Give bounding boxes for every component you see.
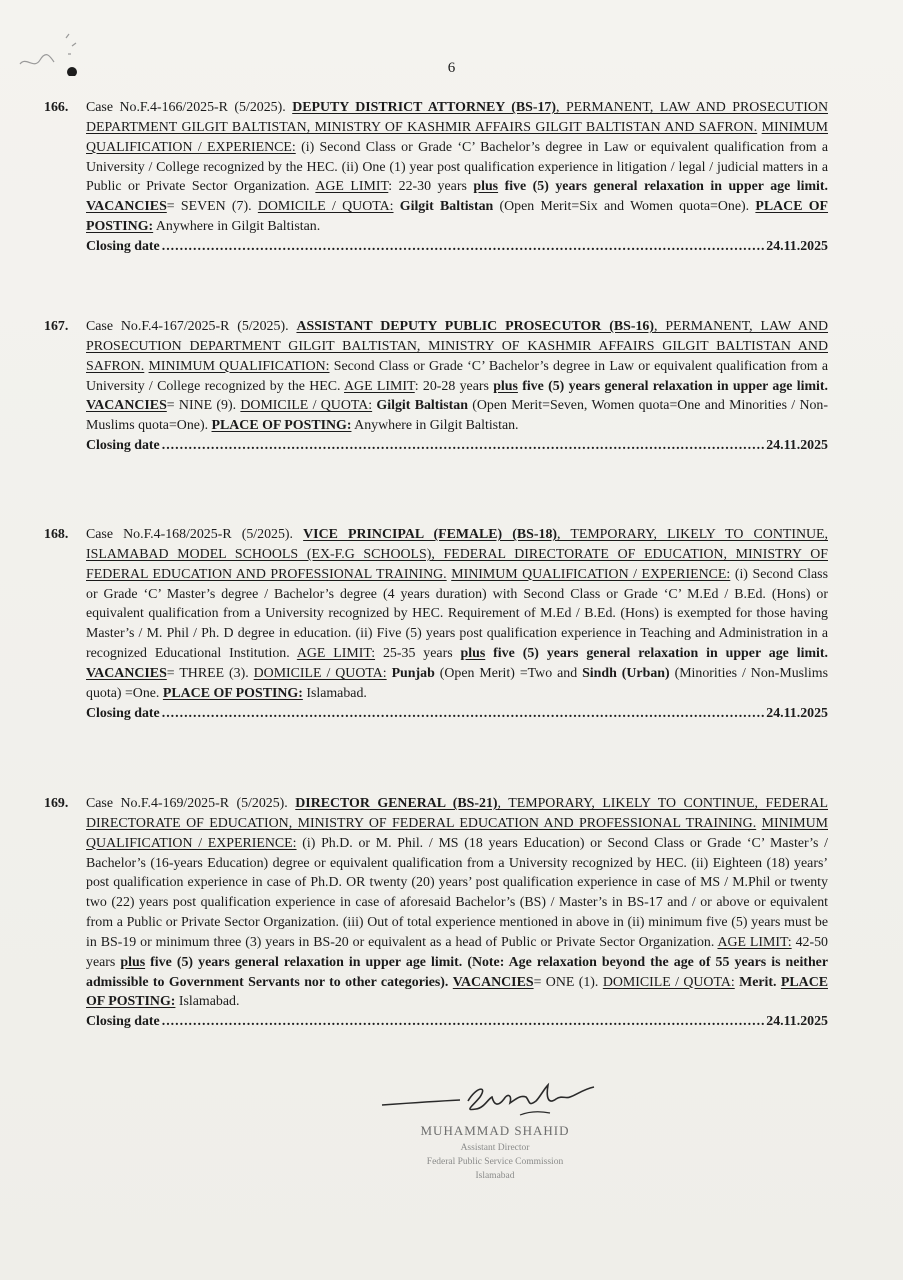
relaxation-text: five (5) years general relaxation in upper age limit. (Note: Age relaxation beyond the age of 55 years is neither admissible to Government Servants nor to other categories). (86, 954, 828, 990)
vacancies-label: VACANCIES (86, 199, 167, 215)
closing-date: 24.11.2025 (766, 705, 828, 721)
post-title: VICE PRINCIPAL (FEMALE) (BS-18) (303, 527, 558, 542)
qualification-text: (i) Ph.D. or M. Phil. / MS (18 years Education) or Second Class or Grade ‘C’ Master’s / Bachelor’s (16-years Education) degree or equivalent qualification from a University recognized by HEC. (ii) Eighteen (18) years’ post qualification experience in case of Ph.D. OR twenty (20) years’ post qualification experience in case of MS / M.Phil or twenty two (22) years post qualification experience in case of aforesaid Bachelor’s (BS) / Master’s in BS-17 and / or above or equivalent from a Public or Private Sector Organization. (iii) Out of total experience mentioned in above in (ii) minimum five (5) years must be in BS-19 or minimum three (3) years in BS-20 or equivalent as a head of Public or Private Sector Organization. (86, 835, 828, 950)
entry-number: 168. (44, 527, 69, 542)
closing-date-row (86, 237, 828, 257)
age-limit-text: : 22-30 years (388, 179, 474, 195)
leader-dots (162, 436, 765, 456)
plus-text: plus (493, 378, 518, 394)
vacancies-label: VACANCIES (86, 665, 167, 681)
domicile-label: DOMICILE / QUOTA: (253, 665, 387, 681)
domicile-label: DOMICILE / QUOTA: (240, 398, 373, 414)
qualification-text: (i) Second Class or Grade ‘C’ Master’s degree / Bachelor’s degree (4 years duration) with Second Class or Grade ‘C’ M.Ed / B.Ed. (Hons) or equivalent qualification from a University recognized by HEC. Requirement of M.Ed / B.Ed. (Hons) is exempted for those having Master’s / M. Phil / Ph. D degree in education. (ii) Five (5) years post qualification experience in Teaching and Administration in a recognized Educational Institution. (86, 566, 828, 662)
domicile-label: DOMICILE / QUOTA: (602, 974, 735, 990)
qualification-label: MINIMUM QUALIFICATION / EXPERIENCE: (86, 119, 828, 155)
vacancies-label: VACANCIES (86, 398, 167, 414)
vacancy-entry-168 (44, 525, 828, 723)
post-title: DIRECTOR GENERAL (BS-21) (295, 796, 498, 811)
entry-number: 169. (44, 796, 69, 811)
post-title: ASSISTANT DEPUTY PUBLIC PROSECUTOR (BS-16) (296, 319, 654, 334)
post-title: DEPUTY DISTRICT ATTORNEY (BS-17) (292, 100, 557, 115)
signatory-designation: Assistant Director (460, 1143, 530, 1153)
qualification-text: Second Class or Grade ‘C’ Bachelor’s degree in Law or equivalent qualification from a University / College recognized by the HEC. (86, 358, 828, 394)
place-label: PLACE OF POSTING: (86, 974, 828, 1010)
plus-text: plus (473, 179, 499, 195)
vacancy-entry-169 (44, 794, 828, 1032)
place-text: Islamabad. (175, 994, 240, 1010)
signature-block (360, 1075, 630, 1195)
case-number: Case No.F.4-169/2025-R (5/2025). (86, 796, 288, 811)
vacancies-text: = NINE (9). (166, 398, 241, 414)
entry-number: 167. (44, 319, 69, 334)
vacancies-text: = THREE (3). (166, 665, 254, 681)
vacancies-text: = SEVEN (7). (166, 199, 258, 215)
closing-date-label: Closing date (86, 1014, 160, 1030)
entry-body (86, 525, 828, 704)
entry-body (86, 98, 828, 237)
domicile-text: (Open Merit=Seven, Women quota=One and Minorities / Non-Muslims quota=One). (86, 398, 829, 434)
handwritten-signature (380, 1075, 610, 1121)
qualification-label: MINIMUM QUALIFICATION / EXPERIENCE: (86, 815, 828, 851)
closing-date-label: Closing date (86, 438, 160, 454)
qualification-label: MINIMUM QUALIFICATION / EXPERIENCE: (451, 566, 731, 582)
department: , PERMANENT, LAW AND PROSECUTION DEPARTMENT GILGIT BALTISTAN, MINISTRY OF KASHMIR AFFAIRS GILGIT BALTISTAN AND SAFRON. (86, 319, 829, 374)
closing-date: 24.11.2025 (766, 238, 828, 254)
domicile-bold: Punjab (386, 665, 435, 681)
domicile-text-2: (Minorities / Non-Muslims quota) =One. (86, 665, 828, 701)
qualification-label: MINIMUM QUALIFICATION: (148, 358, 330, 374)
closing-date-row (86, 704, 828, 724)
closing-date: 24.11.2025 (766, 438, 828, 454)
qualification-text: (i) Second Class or Grade ‘C’ Bachelor’s degree in Law or equivalent qualification from a University / College recognized by the HEC. (ii) One (1) year post qualification experience in litigation / legal / judicial matters in a Public or Private Sector Organization. (86, 139, 828, 195)
age-limit-text: : 20-28 years (414, 378, 494, 394)
plus-text: plus (120, 954, 146, 970)
domicile-text: (Open Merit) =Two and (434, 665, 583, 681)
age-limit-label: AGE LIMIT (315, 179, 389, 195)
signatory-city: Islamabad (475, 1171, 515, 1181)
leader-dots (162, 704, 765, 724)
place-text: Islamabad. (302, 685, 367, 701)
place-label: PLACE OF POSTING: (211, 418, 352, 434)
domicile-bold-2: Sindh (Urban) (582, 665, 670, 681)
vacancies-text: = ONE (1). (533, 974, 603, 990)
signatory-organization: Federal Public Service Commission (426, 1157, 564, 1167)
leader-dots (162, 237, 765, 257)
closing-date-row (86, 1012, 828, 1032)
domicile-bold: Merit. (734, 974, 777, 990)
place-label: PLACE OF POSTING: (86, 199, 829, 235)
relaxation-text: five (5) years general relaxation in upper age limit. (498, 179, 829, 195)
entry-body (86, 794, 828, 1012)
closing-date: 24.11.2025 (766, 1014, 828, 1030)
domicile-label: DOMICILE / QUOTA: (257, 199, 394, 215)
vacancy-entry-166 (44, 98, 828, 257)
age-limit-label: AGE LIMIT: (717, 934, 792, 950)
vacancies-label: VACANCIES (452, 974, 534, 990)
closing-date-label: Closing date (86, 238, 160, 254)
page-number: 6 (447, 60, 456, 76)
domicile-bold: Gilgit Baltistan (372, 398, 468, 414)
plus-text: plus (460, 646, 486, 662)
relaxation-text: five (5) years general relaxation in upper age limit. (485, 646, 829, 662)
age-limit-text: 42-50 years (86, 934, 828, 970)
age-limit-label: AGE LIMIT (344, 378, 415, 394)
department: , TEMPORARY, LIKELY TO CONTINUE, FEDERAL DIRECTORATE OF EDUCATION, MINISTRY OF FEDERAL EDUCATION AND PROFESSIONAL TRAINING. (86, 796, 829, 831)
department: , PERMANENT, LAW AND PROSECUTION DEPARTMENT GILGIT BALTISTAN, MINISTRY OF KASHMIR AFFAIRS GILGIT BALTISTAN AND SAFRON. (86, 100, 828, 135)
domicile-bold: Gilgit Baltistan (393, 199, 494, 215)
entry-body (86, 317, 828, 436)
relaxation-text: five (5) years general relaxation in upper age limit. (517, 378, 828, 394)
vacancy-entry-167 (44, 317, 828, 456)
domicile-text: (Open Merit=Six and Women quota=One). (493, 199, 756, 215)
signatory-name: MUHAMMAD SHAHID (420, 1123, 570, 1138)
entry-number: 166. (44, 100, 69, 115)
leader-dots (162, 1012, 765, 1032)
closing-date-label: Closing date (86, 705, 160, 721)
case-number: Case No.F.4-166/2025-R (5/2025). (86, 100, 286, 115)
place-text: Anywhere in Gilgit Baltistan. (153, 219, 321, 235)
case-number: Case No.F.4-167/2025-R (5/2025). (86, 319, 289, 334)
age-limit-text: 25-35 years (375, 646, 461, 662)
age-limit-label: AGE LIMIT: (296, 646, 376, 662)
closing-date-row (86, 436, 828, 456)
place-label: PLACE OF POSTING: (162, 685, 303, 701)
department: , TEMPORARY, LIKELY TO CONTINUE, ISLAMABAD MODEL SCHOOLS (EX-F.G SCHOOLS), FEDERAL DIRECTORATE OF EDUCATION, MINISTRY OF FEDERAL EDUCATION AND PROFESSIONAL TRAINING. (86, 527, 828, 582)
place-text: Anywhere in Gilgit Baltistan. (351, 418, 519, 434)
case-number: Case No.F.4-168/2025-R (5/2025). (86, 527, 294, 542)
